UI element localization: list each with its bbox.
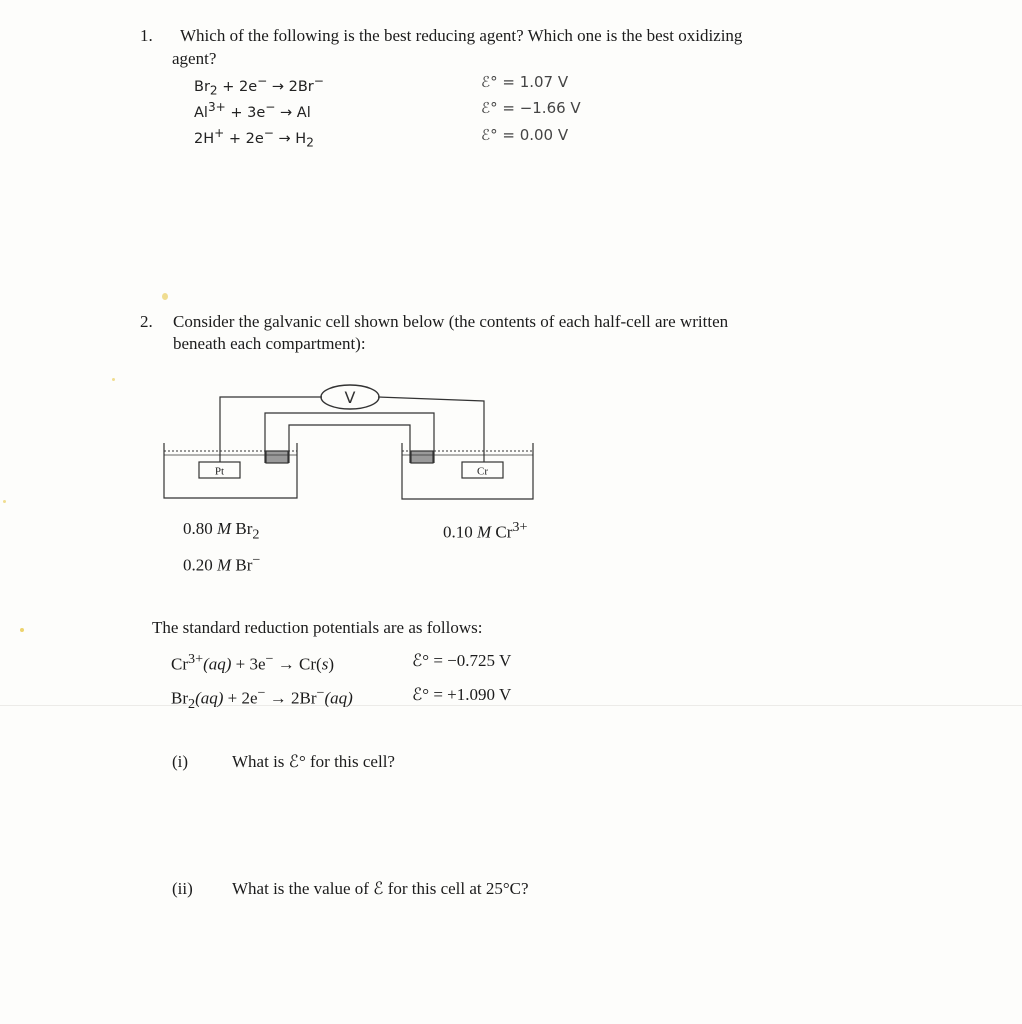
part-label: (i) bbox=[172, 752, 189, 771]
reduction-potential: ℰ° = 1.07 V bbox=[481, 73, 569, 91]
galvanic-cell-diagram bbox=[0, 375, 1022, 505]
question-text: Which of the following is the best reducing agent? Which one is the best oxidizing bbox=[180, 26, 743, 45]
standard-potentials-intro: The standard reduction potentials are as follows: bbox=[152, 618, 483, 637]
scan-artifact-line bbox=[0, 705, 1022, 706]
salt-bridge bbox=[289, 425, 410, 463]
voltmeter-label: V bbox=[344, 388, 356, 407]
half-reaction: $Al^{3+} + 3e^- \to Al$ bbox=[194, 100, 311, 121]
salt-bridge bbox=[265, 413, 434, 463]
standard-half-reaction: $Br_2(aq) + 2e^- \to 2Br^-(aq)$ bbox=[171, 685, 353, 713]
pt-electrode-label: Pt bbox=[214, 465, 225, 478]
question-text: Consider the galvanic cell shown below (the contents of each half-cell are written bbox=[173, 312, 729, 331]
half-reaction: $Br_2 + 2e^- \to 2Br^-$ bbox=[194, 74, 324, 98]
half-reaction: $2H^+ + 2e^- \to H_2$ bbox=[194, 126, 314, 150]
part-label: (ii) bbox=[172, 879, 193, 898]
standard-potential-value: ℰ° = +1.090 V bbox=[412, 685, 512, 704]
standard-half-reaction: $Cr^{3+}(aq) + 3e^- \to Cr(s)$ bbox=[171, 651, 334, 674]
reduction-potential: ℰ° = −1.66 V bbox=[481, 99, 581, 117]
standard-potential-value: ℰ° = −0.725 V bbox=[412, 651, 512, 670]
left-half-cell-contents: 0.20 M Br− bbox=[183, 552, 261, 575]
part-question: What is ℰ° for this cell? bbox=[232, 752, 395, 771]
left-half-cell-contents: 0.80 M $Br_2$ bbox=[183, 519, 260, 543]
question-number: 2. bbox=[140, 312, 153, 331]
part-question: What is the value of ℰ for this cell at 25°C? bbox=[232, 879, 529, 898]
cr-electrode-label: Cr bbox=[477, 465, 488, 478]
scan-speck bbox=[20, 628, 24, 632]
question-text: beneath each compartment): bbox=[173, 334, 366, 353]
question-text: agent? bbox=[172, 49, 217, 68]
reduction-potential: ℰ° = 0.00 V bbox=[481, 126, 569, 144]
right-half-cell-contents: 0.10 M $Cr^{3+}$ bbox=[443, 519, 528, 542]
salt-bridge-plug bbox=[266, 451, 288, 463]
scan-speck bbox=[162, 293, 168, 300]
salt-bridge-plug bbox=[411, 451, 433, 463]
question-number: 1. bbox=[140, 26, 153, 45]
